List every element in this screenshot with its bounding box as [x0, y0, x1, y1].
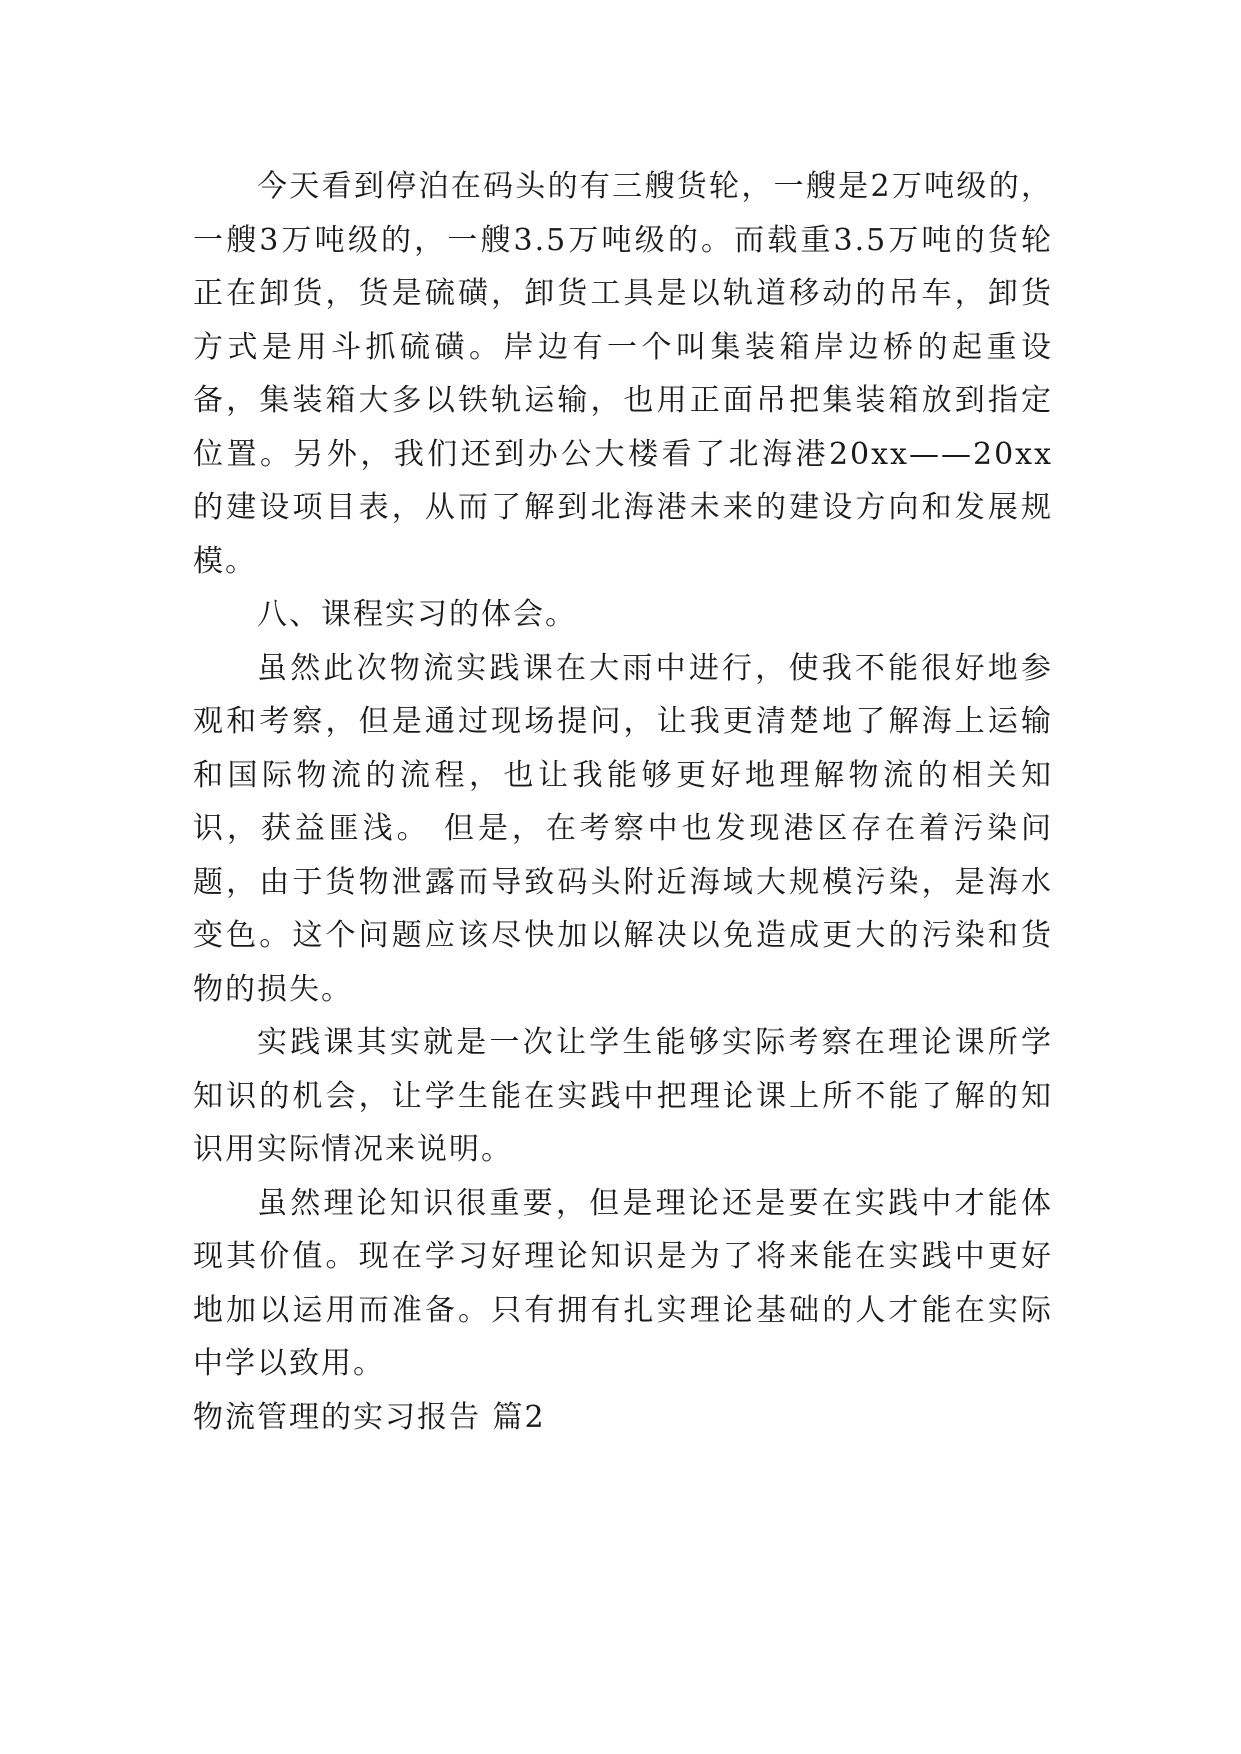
next-report-title: 物流管理的实习报告 篇2: [193, 1399, 546, 1435]
section-heading-internship-reflection: 八、课程实习的体会。: [257, 597, 577, 632]
document-body: [193, 160, 1053, 1444]
paragraph-practice-course: 实践课其实就是一次让学生能够实际考察在理论课所学知识的机会，让学生能在实践中把理论课上所不能了解的知识用实际情况来说明。: [193, 1025, 1053, 1167]
paragraph-port-observation: 今天看到停泊在码头的有三艘货轮，一艘是2万吨级的，一艘3万吨级的，一艘3.5万吨级的。而载重3.5万吨的货轮正在卸货，货是硫磺，卸货工具是以轨道移动的吊车，卸货方式是用斗抓硫磺。岸边有一个叫集装箱岸边桥的起重设备，集装箱大多以铁轨运输，也用正面吊把集装箱放到指定位置。另外，我们还到办公大楼看了北海港20xx——20xx的建设项目表，从而了解到北海港未来的建设方向和发展规模。: [193, 169, 1053, 579]
paragraph-theory-practice: 虽然理论知识很重要，但是理论还是要在实践中才能体现其价值。现在学习好理论知识是为了将来能在实践中更好地加以运用而准备。只有拥有扎实理论基础的人才能在实际中学以致用。: [193, 1185, 1053, 1381]
paragraph-reflection-rain: 虽然此次物流实践课在大雨中进行，使我不能很好地参观和考察，但是通过现场提问，让我更清楚地了解海上运输和国际物流的流程，也让我能够更好地理解物流的相关知识，获益匪浅。 但是，在考察中也发现港区存在着污染问题，由于货物泄露而导致码头附近海域大规模污染，是海水变色。这个问题应该尽快加以解决以免造成更大的污染和货物的损失。: [193, 650, 1053, 1007]
